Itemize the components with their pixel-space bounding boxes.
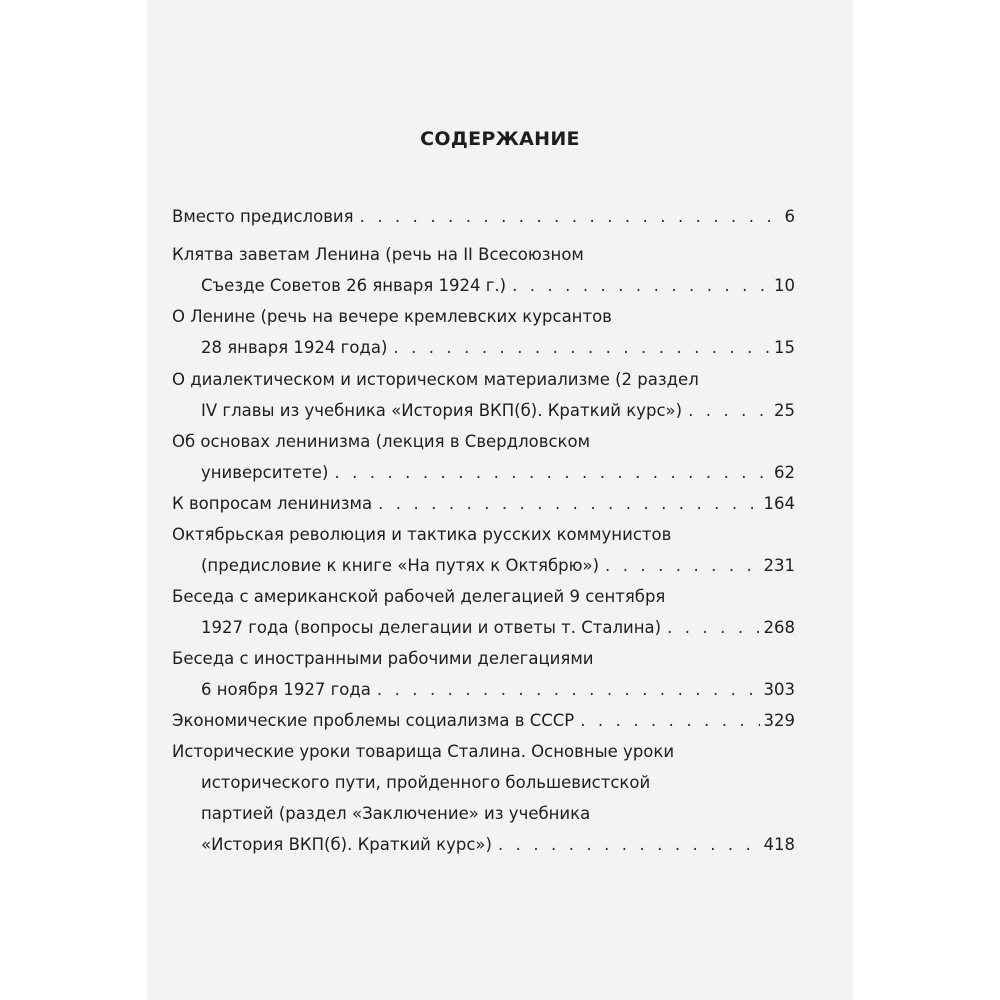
toc-entry (172, 207, 795, 233)
toc-entry-title: Клятва заветам Ленина (речь на II Всесоюзном (172, 245, 584, 264)
toc-entry-title: О Ленине (речь на вечере кремлевских курсантов (172, 307, 612, 326)
toc-entry (172, 587, 795, 613)
toc-entry-title: IV главы из учебника «История ВКП(б). Краткий курс») (201, 401, 683, 420)
toc-entry (172, 245, 795, 271)
toc-entry-title: Съезде Советов 26 января 1924 г.) (201, 276, 507, 295)
toc-entry (172, 370, 795, 396)
toc-page-number: 268 (763, 618, 795, 637)
toc-leader-dots (580, 711, 759, 730)
toc-leader-dots (498, 835, 760, 854)
table-of-contents (172, 0, 795, 1000)
toc-page-number: 6 (784, 207, 795, 226)
toc-entry-title: Экономические проблемы социализма в СССР (172, 711, 575, 730)
toc-entry (172, 525, 795, 551)
page-title: СОДЕРЖАНИЕ (420, 128, 580, 150)
toc-page-number: 164 (763, 494, 795, 513)
toc-entry-title: (предисловие к книге «На путях к Октябрю») (201, 556, 600, 575)
toc-entry-continuation (201, 680, 795, 706)
toc-page-number: 15 (774, 338, 795, 357)
toc-leader-dots (393, 338, 770, 357)
toc-entry-title: 28 января 1924 года) (201, 338, 388, 357)
toc-page-number: 329 (763, 711, 795, 730)
toc-entry-continuation (201, 773, 795, 799)
toc-leader-dots (512, 276, 770, 295)
toc-entry-continuation (201, 618, 795, 644)
toc-entry (172, 649, 795, 675)
toc-entry-title: исторического пути, пройденного большевистской (201, 773, 651, 792)
toc-page-number: 10 (774, 276, 795, 295)
toc-entry-continuation (201, 276, 795, 302)
toc-entry-title: Вместо предисловия (172, 207, 354, 226)
book-page (147, 0, 853, 1000)
toc-entry-title: 1927 года (вопросы делегации и ответы т. Сталина) (201, 618, 662, 637)
toc-leader-dots (688, 401, 770, 420)
toc-entry-continuation (201, 556, 795, 582)
toc-entry-continuation (201, 835, 795, 861)
toc-entry-title: университете) (201, 463, 329, 482)
toc-entry-title: Беседа с иностранными рабочими делегациями (172, 649, 594, 668)
toc-leader-dots (605, 556, 759, 575)
toc-page-number: 25 (774, 401, 795, 420)
toc-entry-title: 6 ноября 1927 года (201, 680, 371, 699)
toc-entry (172, 307, 795, 333)
toc-leader-dots (378, 494, 759, 513)
toc-entry-title: партией (раздел «Заключение» из учебника (201, 804, 591, 823)
toc-page-number: 231 (763, 556, 795, 575)
toc-page-number: 303 (763, 680, 795, 699)
toc-page-number: 418 (763, 835, 795, 854)
toc-leader-dots (360, 207, 781, 226)
toc-entry-title: «История ВКП(б). Краткий курс») (201, 835, 492, 854)
toc-entry-continuation (201, 463, 795, 489)
toc-entry-continuation (201, 338, 795, 364)
toc-entry-title: Беседа с американской рабочей делегацией 9 сентября (172, 587, 666, 606)
toc-entry-title: К вопросам ленинизма (172, 494, 373, 513)
toc-entry-title: Октябрьская революция и тактика русских коммунистов (172, 525, 672, 544)
toc-leader-dots (667, 618, 759, 637)
toc-entry-continuation (201, 401, 795, 427)
toc-entry (172, 494, 795, 520)
toc-page-number: 62 (774, 463, 795, 482)
toc-entry (172, 432, 795, 458)
toc-entry-continuation (201, 804, 795, 830)
toc-entry (172, 711, 795, 737)
toc-entry-title: Об основах ленинизма (лекция в Свердловском (172, 432, 591, 451)
toc-entry (172, 742, 795, 768)
toc-leader-dots (334, 463, 770, 482)
toc-entry-title: Исторические уроки товарища Сталина. Основные уроки (172, 742, 675, 761)
toc-entry-title: О диалектическом и историческом материализме (2 раздел (172, 370, 699, 389)
toc-leader-dots (377, 680, 760, 699)
